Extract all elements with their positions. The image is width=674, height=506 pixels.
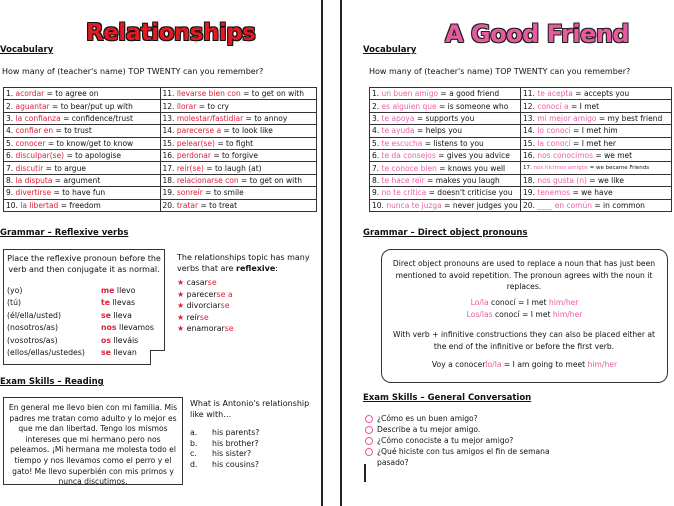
conjugation-row: (tú) te llevas bbox=[7, 298, 136, 308]
table-row bbox=[4, 100, 317, 112]
conjugation-list bbox=[7, 286, 162, 360]
table-row bbox=[370, 199, 672, 211]
answer-options bbox=[190, 428, 318, 470]
page-title: Relationships bbox=[86, 20, 256, 46]
box-curl bbox=[150, 350, 165, 365]
vocab-cell: 13. molestar/fastidiar = to annoy bbox=[160, 112, 317, 124]
relationships-page bbox=[0, 0, 323, 506]
table-row bbox=[370, 149, 672, 161]
conversation-question: Describe a tu mejor amigo. bbox=[365, 424, 565, 435]
vocab-cell: 10. la libertad = freedom bbox=[4, 199, 161, 211]
grammar-heading-right: Grammar – Direct object pronouns bbox=[363, 228, 528, 238]
conversation-question: ¿Cómo conociste a tu mejor amigo? bbox=[365, 435, 565, 446]
vocab-cell: 15. pelear(se) = to fight bbox=[160, 137, 317, 149]
reflexive-verbs-box bbox=[3, 249, 165, 365]
circle-bullet-icon bbox=[365, 415, 373, 423]
vocab-cell: 9. no te critica = doesn't criticise you bbox=[370, 187, 521, 199]
vocab-cell: 8. te hace reír = makes you laugh bbox=[370, 174, 521, 186]
star-icon: ★ bbox=[177, 278, 185, 287]
top-twenty-question-right: How many of (teacher's name) TOP TWENTY can you remember? bbox=[369, 67, 631, 76]
table-row bbox=[4, 174, 317, 186]
answer-option: d. his cousins? bbox=[190, 459, 260, 469]
conjugation-row: (nosotros/as) nos llevamos bbox=[7, 323, 154, 333]
conversation-question: ¿Qué hiciste con tus amigos el fin de semana pasado? bbox=[365, 446, 565, 468]
vocab-cell: 12. llorar = to cry bbox=[160, 100, 317, 112]
table-row bbox=[4, 149, 317, 161]
vocabulary-heading-right: Vocabulary bbox=[363, 45, 417, 55]
conjugation-row: (vosotros/as) os lleváis bbox=[7, 335, 139, 345]
reflexive-verb-item: ★ divorciarse bbox=[177, 301, 230, 311]
table-row bbox=[370, 162, 672, 174]
star-icon: ★ bbox=[177, 324, 185, 334]
vocab-cell: 14. parecerse a = to look like bbox=[160, 125, 317, 137]
reflexive-verb-item: ★ casarse bbox=[177, 278, 217, 287]
table-row bbox=[370, 187, 672, 199]
conversation-questions bbox=[365, 413, 565, 468]
vocab-cell: 19. sonreír = to smile bbox=[160, 187, 317, 199]
reflexive-verb-item: ★ reírse bbox=[177, 312, 209, 322]
dop-example-2: Los/las conocí = I met him/her bbox=[466, 310, 583, 319]
vocab-cell: 11. te acepta = accepts you bbox=[521, 88, 672, 100]
vocabulary-table bbox=[3, 87, 317, 212]
dop-intro: Direct object pronouns are used to replace a noun that has just been mentioned to avoid repetition. The pronoun agrees with the noun it replaces. bbox=[392, 259, 656, 291]
vocab-cell: 17. nos hicimos amigos = we became Friends bbox=[521, 162, 672, 174]
vocab-cell: 1. acordar = to agree on bbox=[4, 88, 161, 100]
vocab-cell: 2. es alguien que = is someone who bbox=[370, 100, 521, 112]
reading-text: En general me llevo bien con mi familia. Mis padres me tratan como adulto y lo mejor es que me dan libertad. Tengo los mismos intereses que mi hermano pero nos peleamos. ¡Mi hermana me molesta todo el tiempo y nos llevamos como el perro y el gato! Me llevo superbién con mis primos y nunca discutimos. bbox=[8, 403, 178, 487]
vocab-cell: 2. aguantar = to bear/put up with bbox=[4, 100, 161, 112]
table-row bbox=[370, 100, 672, 112]
vocab-cell: 18. relacionarse con = to get on with bbox=[160, 174, 317, 186]
vocab-cell: 7. te conoce bien = knows you well bbox=[370, 162, 521, 174]
conjugation-row: (él/ella/usted) se lleva bbox=[7, 310, 132, 320]
vocab-cell: 5. te escucha = listens to you bbox=[370, 137, 521, 149]
table-row bbox=[370, 125, 672, 137]
table-row bbox=[4, 162, 317, 174]
vocab-cell: 9. divertirse = to have fun bbox=[4, 187, 161, 199]
vocab-cell: 3. te apoya = supports you bbox=[370, 112, 521, 124]
table-row bbox=[4, 112, 317, 124]
table-row bbox=[4, 125, 317, 137]
dop-infinitive-note: With verb + infinitive constructions they can also be placed either at the end of the infinitive or before the first verb. bbox=[392, 330, 656, 351]
vocab-cell: 20. ____ en común = in common bbox=[521, 199, 672, 211]
vocab-cell: 6. disculpar(se) = to apologise bbox=[4, 149, 161, 161]
vocab-cell: 10. nunca te juzga = never judges you bbox=[370, 199, 521, 211]
circle-bullet-icon bbox=[365, 448, 373, 456]
star-icon: ★ bbox=[177, 301, 185, 311]
reading-question: What is Antonio's relationship like with… bbox=[190, 399, 310, 419]
exam-heading-right: Exam Skills – General Conversation bbox=[363, 393, 532, 403]
table-row bbox=[370, 112, 672, 124]
vocab-cell: 12. conocí a = I met bbox=[521, 100, 672, 112]
grammar-heading: Grammar – Reflexive verbs bbox=[0, 228, 129, 238]
vocab-cell: 11. llevarse bien con = to get on with bbox=[160, 88, 317, 100]
answer-option: c. his sister? bbox=[190, 449, 252, 458]
table-row bbox=[4, 88, 317, 100]
answer-option: b. his brother? bbox=[190, 438, 259, 448]
reading-box bbox=[3, 397, 183, 485]
direct-object-pronoun-box bbox=[381, 249, 668, 383]
reflexive-verb-item: ★ parecerse a bbox=[177, 289, 233, 299]
text-cursor bbox=[364, 464, 366, 482]
conversation-question: ¿Cómo es un buen amigo? bbox=[365, 413, 565, 424]
vocabulary-heading: Vocabulary bbox=[0, 45, 54, 55]
vocab-cell: 4. confiar en = to trust bbox=[4, 125, 161, 137]
vocab-cell: 7. discutir = to argue bbox=[4, 162, 161, 174]
circle-bullet-icon bbox=[365, 437, 373, 445]
dop-example-3: Voy a conocerlo/la = I am going to meet him/her bbox=[431, 360, 618, 369]
grammar-intro: Place the reflexive pronoun before the verb and then conjugate it as normal. bbox=[7, 254, 161, 274]
star-icon: ★ bbox=[177, 312, 185, 322]
vocab-cell: 8. la disputa = argument bbox=[4, 174, 161, 186]
vocab-cell: 16. perdonar = to forgive bbox=[160, 149, 317, 161]
table-row bbox=[4, 187, 317, 199]
dop-example-1: Lo/la conocí = I met him/her bbox=[470, 298, 579, 307]
vocabulary-table-right bbox=[369, 87, 672, 212]
answer-option: a. his parents? bbox=[190, 428, 260, 437]
vocab-cell: 19. tenemos = we have bbox=[521, 187, 672, 199]
reflexive-note: The relationships topic has many verbs that are reflexive: bbox=[177, 253, 310, 273]
exam-heading: Exam Skills – Reading bbox=[0, 377, 104, 387]
vocab-cell: 16. nos conocimos = we met bbox=[521, 149, 672, 161]
good-friend-page bbox=[340, 0, 674, 506]
vocab-cell: 1. un buen amigo = a good friend bbox=[370, 88, 521, 100]
vocab-cell: 20. tratar = to treat bbox=[160, 199, 317, 211]
vocab-cell: 14. lo conocí = I met him bbox=[521, 125, 672, 137]
table-row bbox=[370, 137, 672, 149]
vocab-cell: 5. conocer = to know/get to know bbox=[4, 137, 161, 149]
star-icon: ★ bbox=[177, 289, 185, 299]
top-twenty-question: How many of (teacher's name) TOP TWENTY can you remember? bbox=[2, 67, 264, 76]
table-row bbox=[4, 137, 317, 149]
vocab-cell: 6. te da consejos = gives you advice bbox=[370, 149, 521, 161]
conjugation-row: (yo) me llevo bbox=[7, 286, 136, 295]
vocab-cell: 13. mi mejor amigo = my best friend bbox=[521, 112, 672, 124]
table-row bbox=[370, 88, 672, 100]
table-row bbox=[4, 199, 317, 211]
conjugation-row: (ellos/ellas/ustedes) se llevan bbox=[7, 347, 137, 357]
page-title-right: A Good Friend bbox=[445, 20, 630, 48]
table-row bbox=[370, 174, 672, 186]
vocab-cell: 4. te ayuda = helps you bbox=[370, 125, 521, 137]
reflexive-verb-list bbox=[177, 278, 317, 336]
vocab-cell: 17. reír(se) = to laugh (at) bbox=[160, 162, 317, 174]
reflexive-verb-item: ★ enamorarse bbox=[177, 324, 234, 334]
vocab-cell: 18. nos gusta (n) = we like bbox=[521, 174, 672, 186]
vocab-cell: 3. la confianza = confidence/trust bbox=[4, 112, 161, 124]
circle-bullet-icon bbox=[365, 426, 373, 434]
vocab-cell: 15. la conocí = I met her bbox=[521, 137, 672, 149]
